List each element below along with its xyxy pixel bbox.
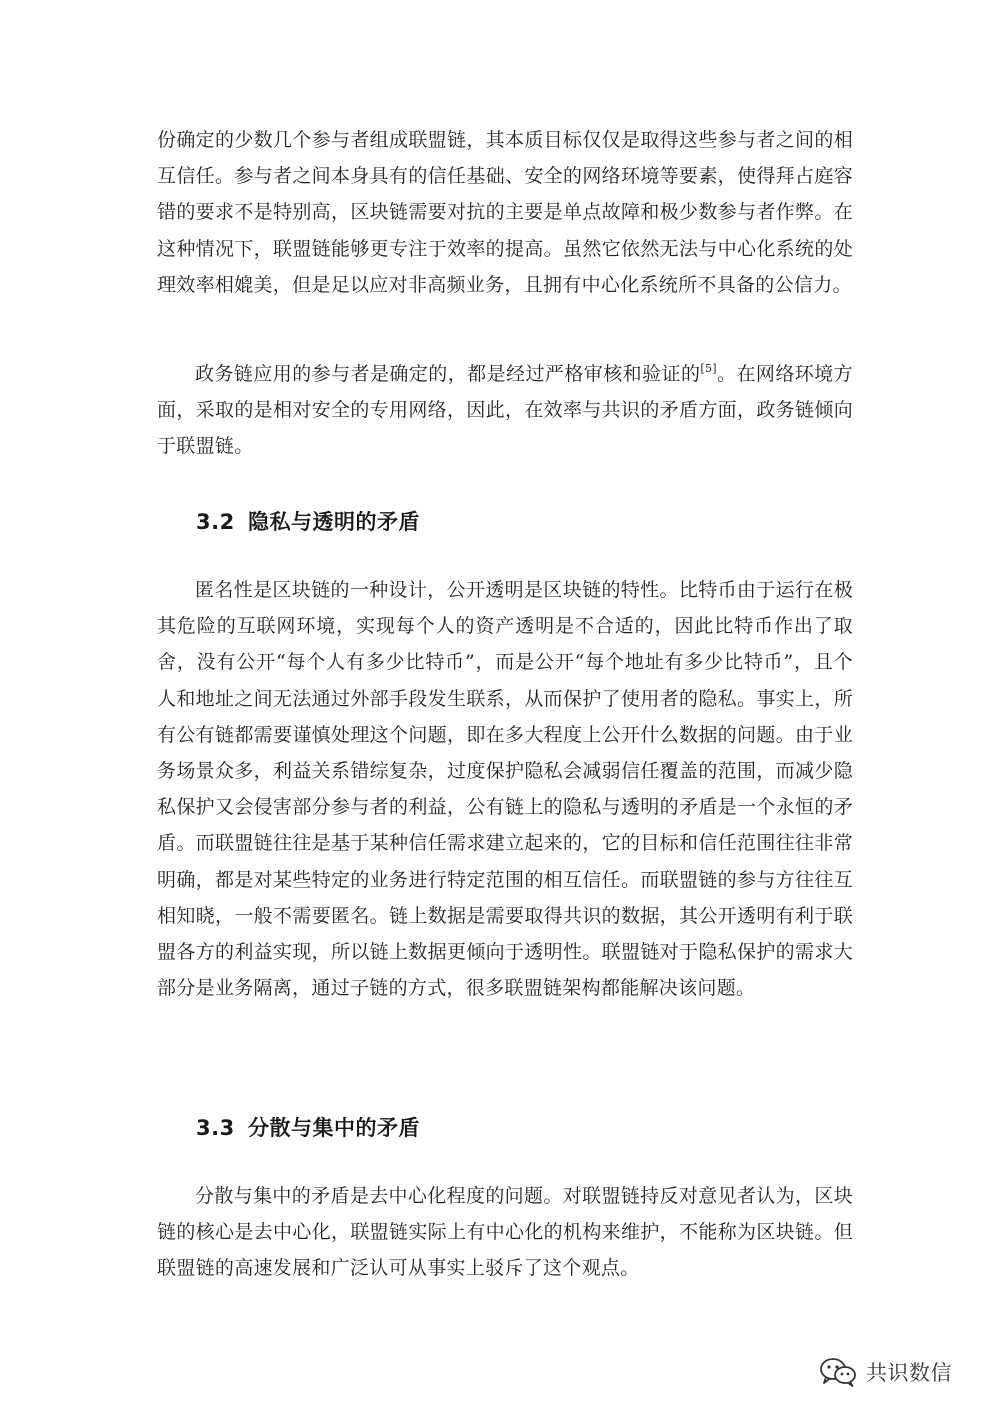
paragraph-text: 政务链应用的参与者是确定的，都是经过严格审核和验证的	[195, 363, 701, 385]
section-title: 分散与集中的矛盾	[248, 1116, 420, 1140]
section-heading-3-2	[196, 506, 420, 536]
paragraph-government-chain	[157, 356, 853, 465]
watermark	[818, 1352, 952, 1392]
watermark-text: 共识数信	[866, 1361, 952, 1385]
paragraph-consortium-efficiency: 份确定的少数几个参与者组成联盟链，其本质目标仅仅是取得这些参与者之间的相互信任。参与者之间本身具有的信任基础、安全的网络环境等要素，使得拜占庭容错的要求不是特别高，区块链需要对抗的主要是单点故障和极少数参与者作弊。在这种情况下，联盟链能够更专注于效率的提高。虽然它依然无法与中心化系统的处理效率相媲美，但是足以应对非高频业务，且拥有中心化系统所不具备的公信力。	[157, 129, 853, 296]
wechat-icon	[818, 1356, 858, 1388]
citation-reference: [5]	[700, 362, 717, 375]
paragraph-decentralization: 分散与集中的矛盾是去中心化程度的问题。对联盟链持反对意见者认为，区块链的核心是去中心化，联盟链实际上有中心化的机构来维护，不能称为区块链。但联盟链的高速发展和广泛认可从事实上驳斥了这个观点。	[157, 1185, 853, 1280]
paragraph-privacy-transparency: 匿名性是区块链的一种设计，公开透明是区块链的特性。比特币由于运行在极其危险的互联网环境，实现每个人的资产透明是不合适的，因此比特币作出了取舍，没有公开“每个人有多少比特币”，而是公开“每个地址有多少比特币”，且个人和地址之间无法通过外部手段发生联系，从而保护了使用者的隐私。事实上，所有公有链都需要谨慎处理这个问题，即在多大程度上公开什么数据的问题。由于业务场景众多，利益关系错综复杂，过度保护隐私会减弱信任覆盖的范围，而减少隐私保护又会侵害部分参与者的利益，公有链上的隐私与透明的矛盾是一个永恒的矛盾。而联盟链往往是基于某种信任需求建立起来的，它的目标和信任范围往往非常明确，都是对某些特定的业务进行特定范围的相互信任。而联盟链的参与方往往互相知晓，一般不需要匿名。链上数据是需要取得共识的数据，其公开透明有利于联盟各方的利益实现，所以链上数据更倾向于透明性。联盟链对于隐私保护的需求大部分是业务隔离，通过子链的方式，很多联盟链架构都能解决该问题。	[157, 579, 853, 1000]
section-title: 隐私与透明的矛盾	[248, 510, 420, 534]
section-number: 3.2	[196, 510, 235, 534]
section-number: 3.3	[196, 1116, 235, 1140]
section-heading-3-3	[196, 1112, 420, 1142]
paragraph-text: 。在网络环境方面，采取的是相对安全的专用网络，因此，在效率与共识的矛盾方面，政务链倾向于联盟链。	[157, 363, 853, 458]
